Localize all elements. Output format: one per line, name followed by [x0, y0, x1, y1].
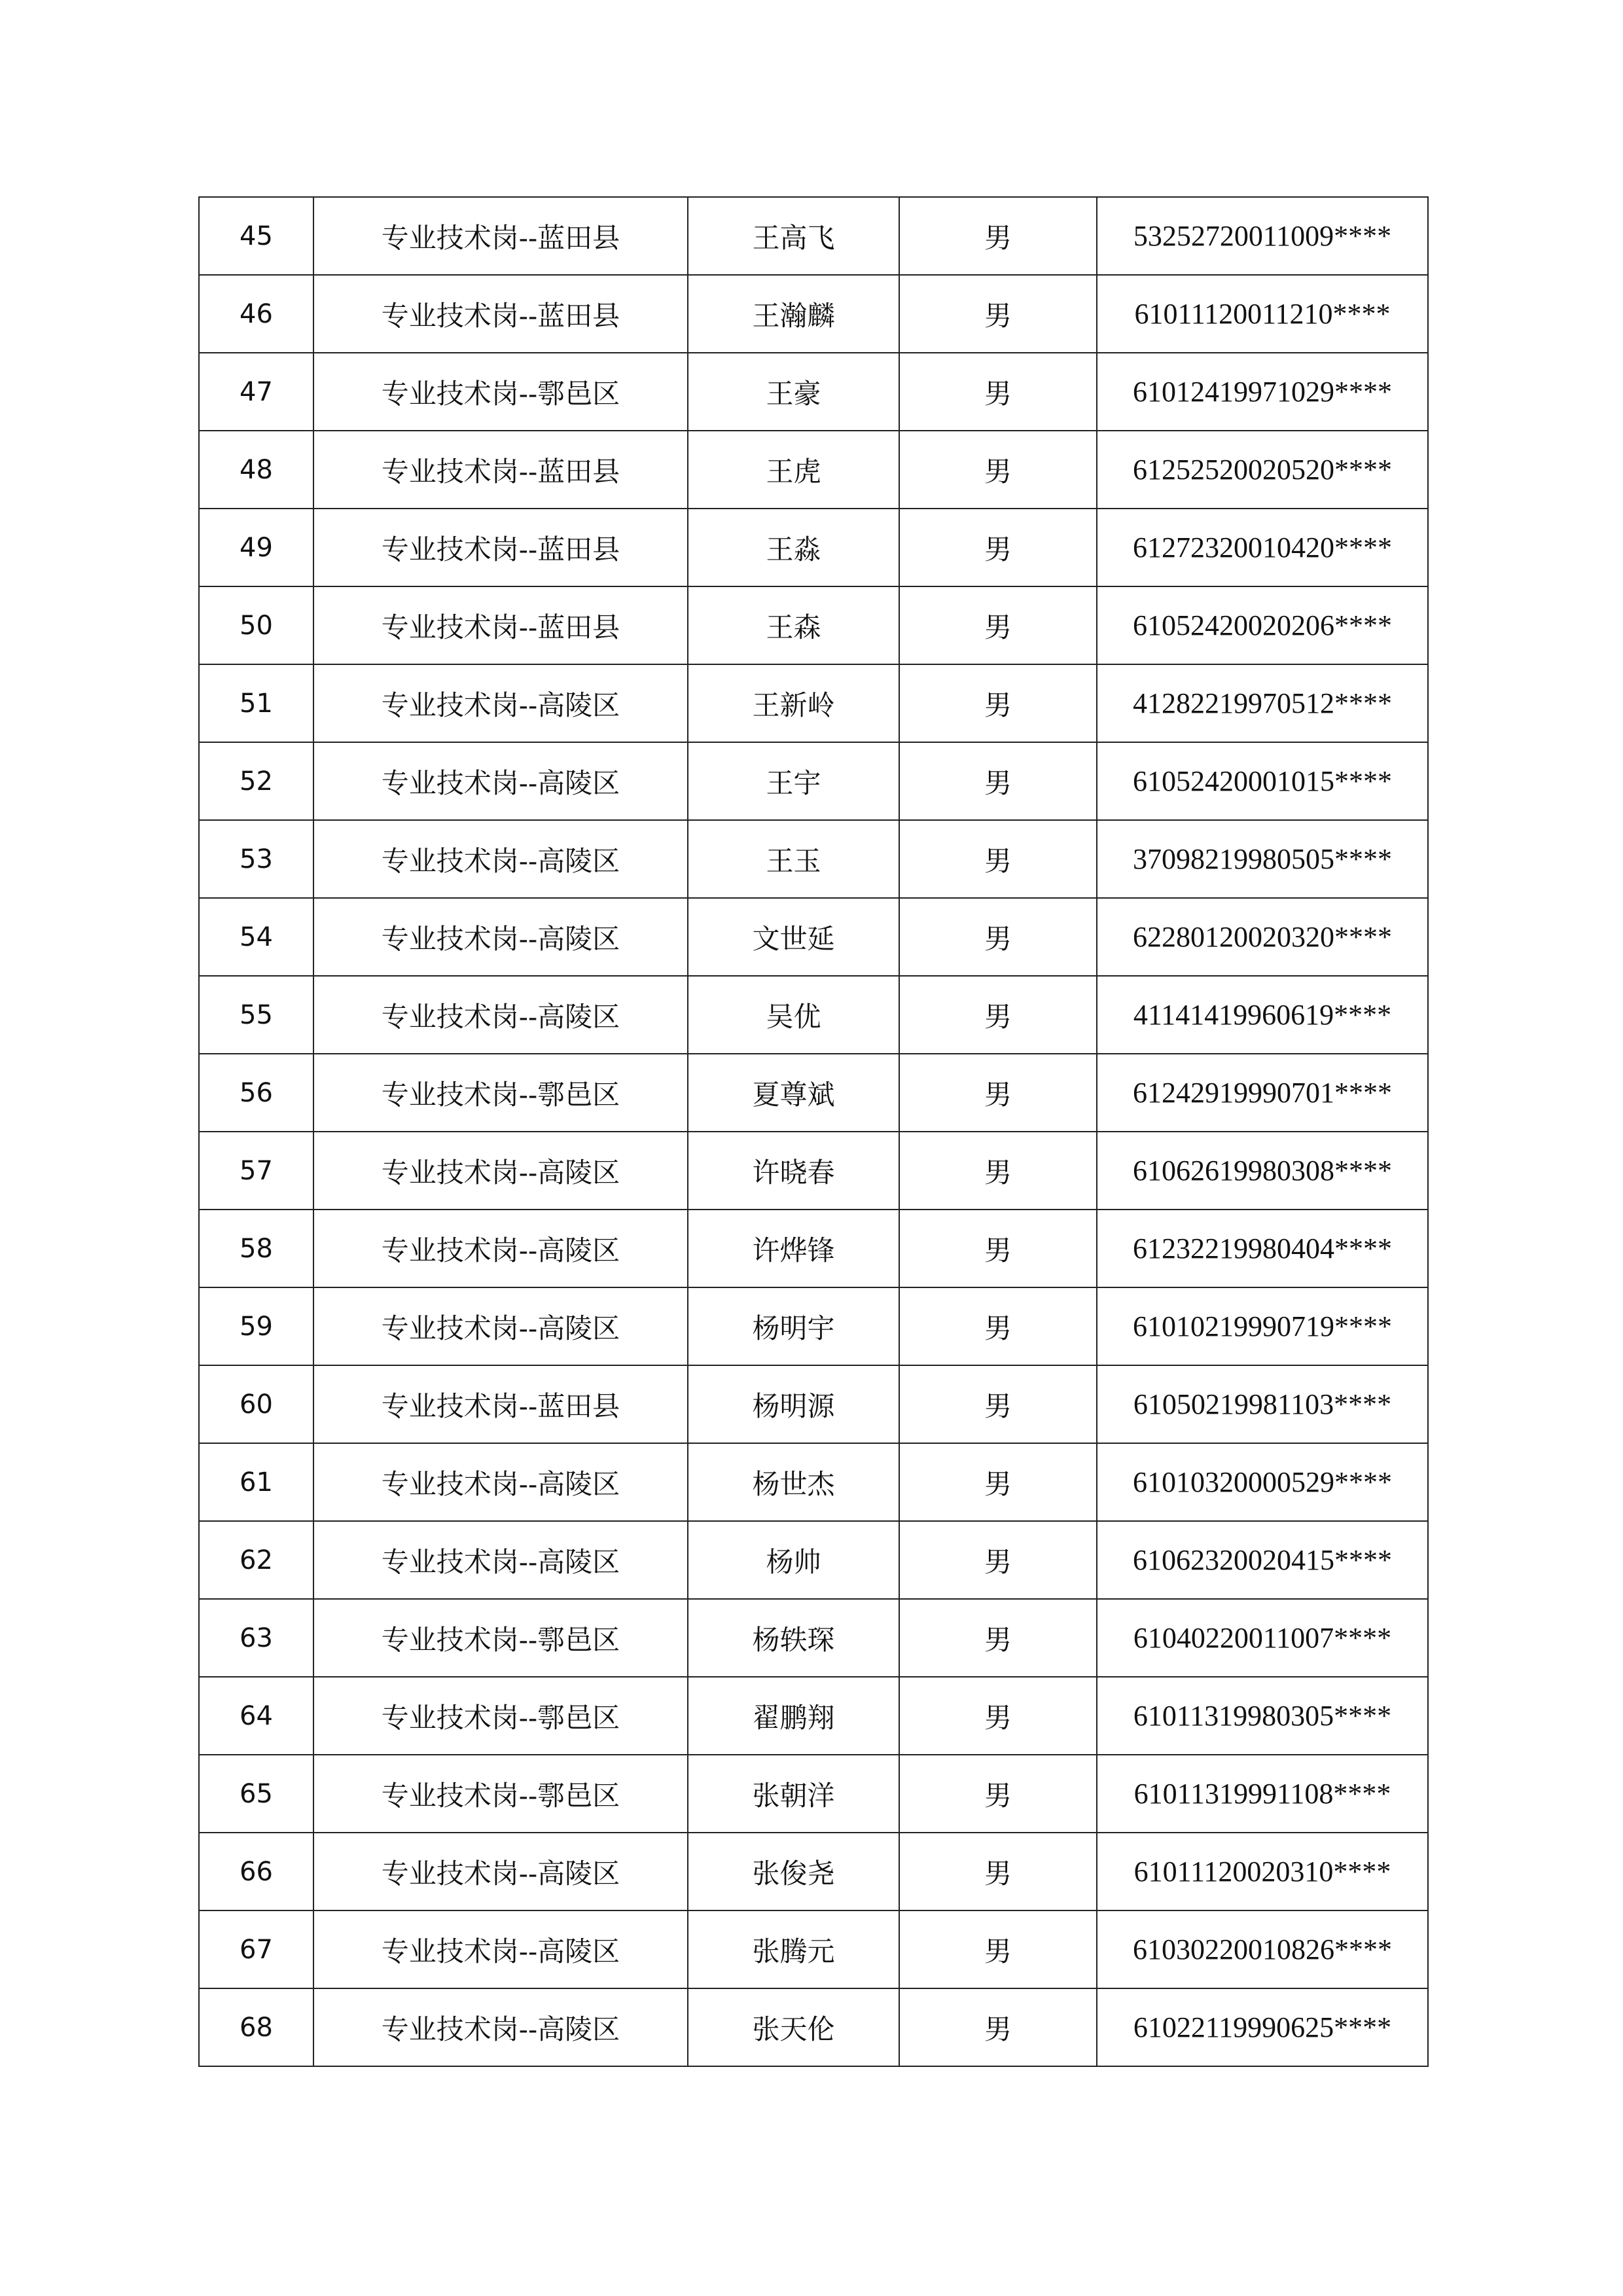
- id-number-cell: 62280120020320****: [1097, 898, 1428, 976]
- post-cell: 专业技术岗--高陵区: [313, 1910, 688, 1988]
- gender-cell: 男: [899, 1132, 1097, 1210]
- name-cell: 王淼: [688, 509, 899, 586]
- row-number-cell: 59: [199, 1287, 313, 1365]
- id-number-cell: 61052420001015****: [1097, 742, 1428, 820]
- name-cell: 王虎: [688, 431, 899, 509]
- post-cell: 专业技术岗--高陵区: [313, 1287, 688, 1365]
- gender-cell: 男: [899, 664, 1097, 742]
- name-cell: 王高飞: [688, 197, 899, 275]
- post-cell: 专业技术岗--高陵区: [313, 1443, 688, 1521]
- name-cell: 张朝洋: [688, 1755, 899, 1833]
- post-cell: 专业技术岗--高陵区: [313, 1132, 688, 1210]
- table-row: [199, 353, 1428, 431]
- gender-cell: 男: [899, 1755, 1097, 1833]
- id-number-cell: 41282219970512****: [1097, 664, 1428, 742]
- table-row: [199, 1599, 1428, 1677]
- row-number-cell: 47: [199, 353, 313, 431]
- id-number-cell: 61062619980308****: [1097, 1132, 1428, 1210]
- table-row: [199, 1988, 1428, 2066]
- table-row: [199, 1443, 1428, 1521]
- id-number-cell: 61011319991108****: [1097, 1755, 1428, 1833]
- row-number-cell: 54: [199, 898, 313, 976]
- id-number-cell: 61030220010826****: [1097, 1910, 1428, 1988]
- name-cell: 吴优: [688, 976, 899, 1054]
- roster-table-body: [199, 197, 1428, 2066]
- table-row: [199, 1755, 1428, 1833]
- row-number-cell: 68: [199, 1988, 313, 2066]
- gender-cell: 男: [899, 1988, 1097, 2066]
- name-cell: 王瀚麟: [688, 275, 899, 353]
- gender-cell: 男: [899, 1443, 1097, 1521]
- gender-cell: 男: [899, 1910, 1097, 1988]
- table-row: [199, 898, 1428, 976]
- gender-cell: 男: [899, 431, 1097, 509]
- id-number-cell: 61010219990719****: [1097, 1287, 1428, 1365]
- table-row: [199, 1365, 1428, 1443]
- row-number-cell: 67: [199, 1910, 313, 1988]
- id-number-cell: 53252720011009****: [1097, 197, 1428, 275]
- gender-cell: 男: [899, 1287, 1097, 1365]
- row-number-cell: 52: [199, 742, 313, 820]
- id-number-cell: 61050219981103****: [1097, 1365, 1428, 1443]
- id-number-cell: 61011120020310****: [1097, 1833, 1428, 1910]
- table-row: [199, 1910, 1428, 1988]
- id-number-cell: 61011120011210****: [1097, 275, 1428, 353]
- gender-cell: 男: [899, 820, 1097, 898]
- row-number-cell: 46: [199, 275, 313, 353]
- row-number-cell: 55: [199, 976, 313, 1054]
- name-cell: 杨明源: [688, 1365, 899, 1443]
- name-cell: 杨帅: [688, 1521, 899, 1599]
- name-cell: 王玉: [688, 820, 899, 898]
- name-cell: 王新岭: [688, 664, 899, 742]
- name-cell: 杨轶琛: [688, 1599, 899, 1677]
- gender-cell: 男: [899, 275, 1097, 353]
- post-cell: 专业技术岗--高陵区: [313, 742, 688, 820]
- table-row: [199, 275, 1428, 353]
- gender-cell: 男: [899, 1833, 1097, 1910]
- post-cell: 专业技术岗--鄠邑区: [313, 1599, 688, 1677]
- table-row: [199, 820, 1428, 898]
- post-cell: 专业技术岗--高陵区: [313, 1833, 688, 1910]
- table-row: [199, 742, 1428, 820]
- post-cell: 专业技术岗--鄠邑区: [313, 1755, 688, 1833]
- name-cell: 文世延: [688, 898, 899, 976]
- gender-cell: 男: [899, 976, 1097, 1054]
- name-cell: 张俊尧: [688, 1833, 899, 1910]
- table-row: [199, 431, 1428, 509]
- gender-cell: 男: [899, 1054, 1097, 1132]
- post-cell: 专业技术岗--鄠邑区: [313, 353, 688, 431]
- row-number-cell: 65: [199, 1755, 313, 1833]
- id-number-cell: 61052420020206****: [1097, 586, 1428, 664]
- id-number-cell: 61242919990701****: [1097, 1054, 1428, 1132]
- gender-cell: 男: [899, 1677, 1097, 1755]
- row-number-cell: 63: [199, 1599, 313, 1677]
- post-cell: 专业技术岗--高陵区: [313, 1210, 688, 1287]
- row-number-cell: 56: [199, 1054, 313, 1132]
- post-cell: 专业技术岗--蓝田县: [313, 509, 688, 586]
- id-number-cell: 61040220011007****: [1097, 1599, 1428, 1677]
- roster-table: [198, 196, 1429, 2067]
- gender-cell: 男: [899, 353, 1097, 431]
- row-number-cell: 45: [199, 197, 313, 275]
- post-cell: 专业技术岗--高陵区: [313, 898, 688, 976]
- name-cell: 王森: [688, 586, 899, 664]
- post-cell: 专业技术岗--高陵区: [313, 1988, 688, 2066]
- post-cell: 专业技术岗--鄠邑区: [313, 1054, 688, 1132]
- table-row: [199, 1833, 1428, 1910]
- post-cell: 专业技术岗--鄠邑区: [313, 1677, 688, 1755]
- row-number-cell: 53: [199, 820, 313, 898]
- id-number-cell: 61252520020520****: [1097, 431, 1428, 509]
- name-cell: 夏尊斌: [688, 1054, 899, 1132]
- row-number-cell: 50: [199, 586, 313, 664]
- row-number-cell: 48: [199, 431, 313, 509]
- gender-cell: 男: [899, 1521, 1097, 1599]
- table-row: [199, 1210, 1428, 1287]
- table-row: [199, 1521, 1428, 1599]
- name-cell: 翟鹏翔: [688, 1677, 899, 1755]
- name-cell: 张天伦: [688, 1988, 899, 2066]
- gender-cell: 男: [899, 1365, 1097, 1443]
- gender-cell: 男: [899, 1210, 1097, 1287]
- gender-cell: 男: [899, 509, 1097, 586]
- row-number-cell: 61: [199, 1443, 313, 1521]
- name-cell: 王豪: [688, 353, 899, 431]
- id-number-cell: 61010320000529****: [1097, 1443, 1428, 1521]
- row-number-cell: 66: [199, 1833, 313, 1910]
- name-cell: 张腾元: [688, 1910, 899, 1988]
- id-number-cell: 61272320010420****: [1097, 509, 1428, 586]
- post-cell: 专业技术岗--蓝田县: [313, 275, 688, 353]
- name-cell: 杨明宇: [688, 1287, 899, 1365]
- post-cell: 专业技术岗--高陵区: [313, 976, 688, 1054]
- gender-cell: 男: [899, 586, 1097, 664]
- row-number-cell: 62: [199, 1521, 313, 1599]
- table-row: [199, 1287, 1428, 1365]
- gender-cell: 男: [899, 898, 1097, 976]
- post-cell: 专业技术岗--高陵区: [313, 1521, 688, 1599]
- post-cell: 专业技术岗--蓝田县: [313, 197, 688, 275]
- table-row: [199, 1677, 1428, 1755]
- name-cell: 许晓春: [688, 1132, 899, 1210]
- table-row: [199, 1054, 1428, 1132]
- gender-cell: 男: [899, 197, 1097, 275]
- table-row: [199, 197, 1428, 275]
- table-row: [199, 976, 1428, 1054]
- post-cell: 专业技术岗--蓝田县: [313, 586, 688, 664]
- table-row: [199, 586, 1428, 664]
- id-number-cell: 61232219980404****: [1097, 1210, 1428, 1287]
- id-number-cell: 61012419971029****: [1097, 353, 1428, 431]
- id-number-cell: 37098219980505****: [1097, 820, 1428, 898]
- id-number-cell: 61022119990625****: [1097, 1988, 1428, 2066]
- post-cell: 专业技术岗--蓝田县: [313, 1365, 688, 1443]
- row-number-cell: 64: [199, 1677, 313, 1755]
- name-cell: 许烨锋: [688, 1210, 899, 1287]
- id-number-cell: 61062320020415****: [1097, 1521, 1428, 1599]
- row-number-cell: 58: [199, 1210, 313, 1287]
- row-number-cell: 60: [199, 1365, 313, 1443]
- table-row: [199, 664, 1428, 742]
- id-number-cell: 61011319980305****: [1097, 1677, 1428, 1755]
- table-row: [199, 1132, 1428, 1210]
- id-number-cell: 41141419960619****: [1097, 976, 1428, 1054]
- gender-cell: 男: [899, 1599, 1097, 1677]
- gender-cell: 男: [899, 742, 1097, 820]
- table-row: [199, 509, 1428, 586]
- name-cell: 杨世杰: [688, 1443, 899, 1521]
- post-cell: 专业技术岗--高陵区: [313, 820, 688, 898]
- post-cell: 专业技术岗--蓝田县: [313, 431, 688, 509]
- row-number-cell: 51: [199, 664, 313, 742]
- post-cell: 专业技术岗--高陵区: [313, 664, 688, 742]
- name-cell: 王宇: [688, 742, 899, 820]
- row-number-cell: 49: [199, 509, 313, 586]
- row-number-cell: 57: [199, 1132, 313, 1210]
